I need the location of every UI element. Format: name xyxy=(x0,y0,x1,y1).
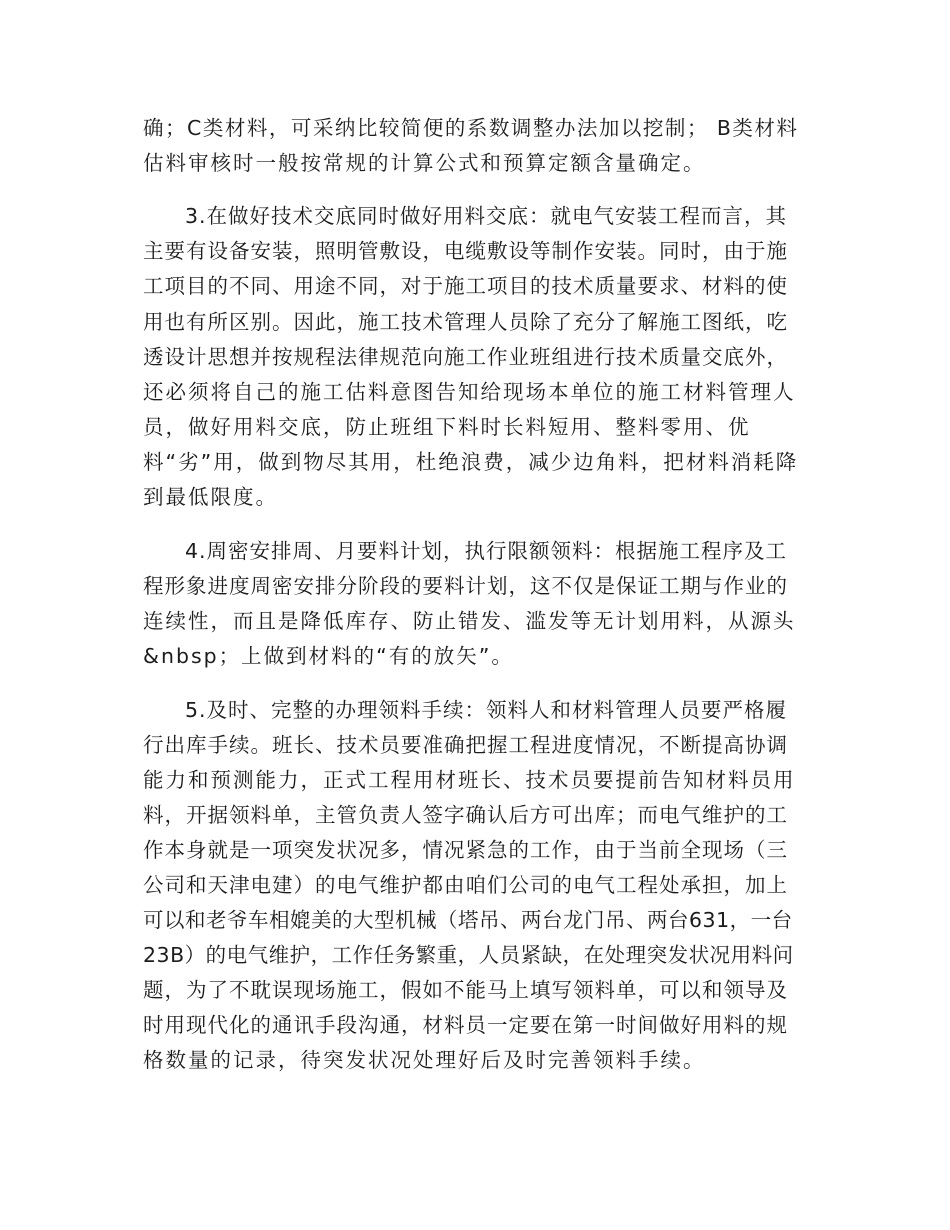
text-line: 用也有所区别。因此，施工技术管理人员除了充分了解施工图纸，吃 xyxy=(143,310,788,334)
paragraph-4-line: 4.周密安排周、月要料计划，执行限额领料：根据施工程序及工 xyxy=(185,539,788,563)
text-line: &nbsp；上做到材料的“有的放矢”。 xyxy=(143,644,514,668)
text-line: 作本身就是一项突发状况多，情况紧急的工作，由于当前全现场（三 xyxy=(143,838,788,862)
text-line: 到最低限度。 xyxy=(143,485,278,509)
text-line: 估料审核时一般按常规的计算公式和预算定额含量确定。 xyxy=(143,151,706,175)
text-line: 23B）的电气维护，工作任务繁重，人员紧缺，在处理突发状况用料问 xyxy=(143,943,794,967)
text-line: 行出库手续。班长、技术员要准确把握工程进度情况，不断提高协调 xyxy=(143,733,788,757)
text-line: 程形象进度周密安排分阶段的要料计划，这不仅是保证工期与作业的 xyxy=(143,574,788,598)
text-line: 确；C类材料，可采纳比较简便的系数调整办法加以挖制； B类材料 xyxy=(143,116,799,140)
text-line: 连续性，而且是降低库存、防止错发、滥发等无计划用料，从源头 xyxy=(143,609,796,633)
text-line: 工项目的不同、用途不同，对于施工项目的技术质量要求、材料的使 xyxy=(143,274,788,298)
text-line: 能力和预测能力，正式工程用材班长、技术员要提前告知材料员用 xyxy=(143,768,796,792)
text-line: 员，做好用料交底，防止班组下料时长料短用、整料零用、优 xyxy=(143,415,751,439)
text-line: 料，开据领料单，主管负责人签字确认后方可出库；而电气维护的工 xyxy=(143,803,788,827)
text-line: 主要有设备安装，照明管敷设，电缆敷设等制作安装。同时，由于施 xyxy=(143,239,788,263)
text-line: 还必须将自己的施工估料意图告知给现场本单位的施工材料管理人 xyxy=(143,380,796,404)
text-line: 公司和天津电建）的电气维护都由咱们公司的电气工程处承担，加上 xyxy=(143,873,788,897)
text-line: 料“劣”用，做到物尽其用，杜绝浪费，减少边角料，把材料消耗降 xyxy=(143,450,799,474)
text-line: 透设计思想并按规程法律规范向施工作业班组进行技术质量交底外， xyxy=(143,345,788,369)
text-line: 格数量的记录，待突发状况处理好后及时完善领料手续。 xyxy=(143,1048,706,1072)
text-line: 时用现代化的通讯手段沟通，材料员一定要在第一时间做好用料的规 xyxy=(143,1013,788,1037)
text-line: 题，为了不耽误现场施工，假如不能马上填写领料单，可以和领导及 xyxy=(143,978,788,1002)
paragraph-3-line: 3.在做好技术交底同时做好用料交底：就电气安装工程而言，其 xyxy=(185,204,788,228)
paragraph-5-line: 5.及时、完整的办理领料手续：领料人和材料管理人员要严格履 xyxy=(185,698,788,722)
text-line: 可以和老爷车相媲美的大型机械（塔吊、两台龙门吊、两台631，一台 xyxy=(143,908,793,932)
